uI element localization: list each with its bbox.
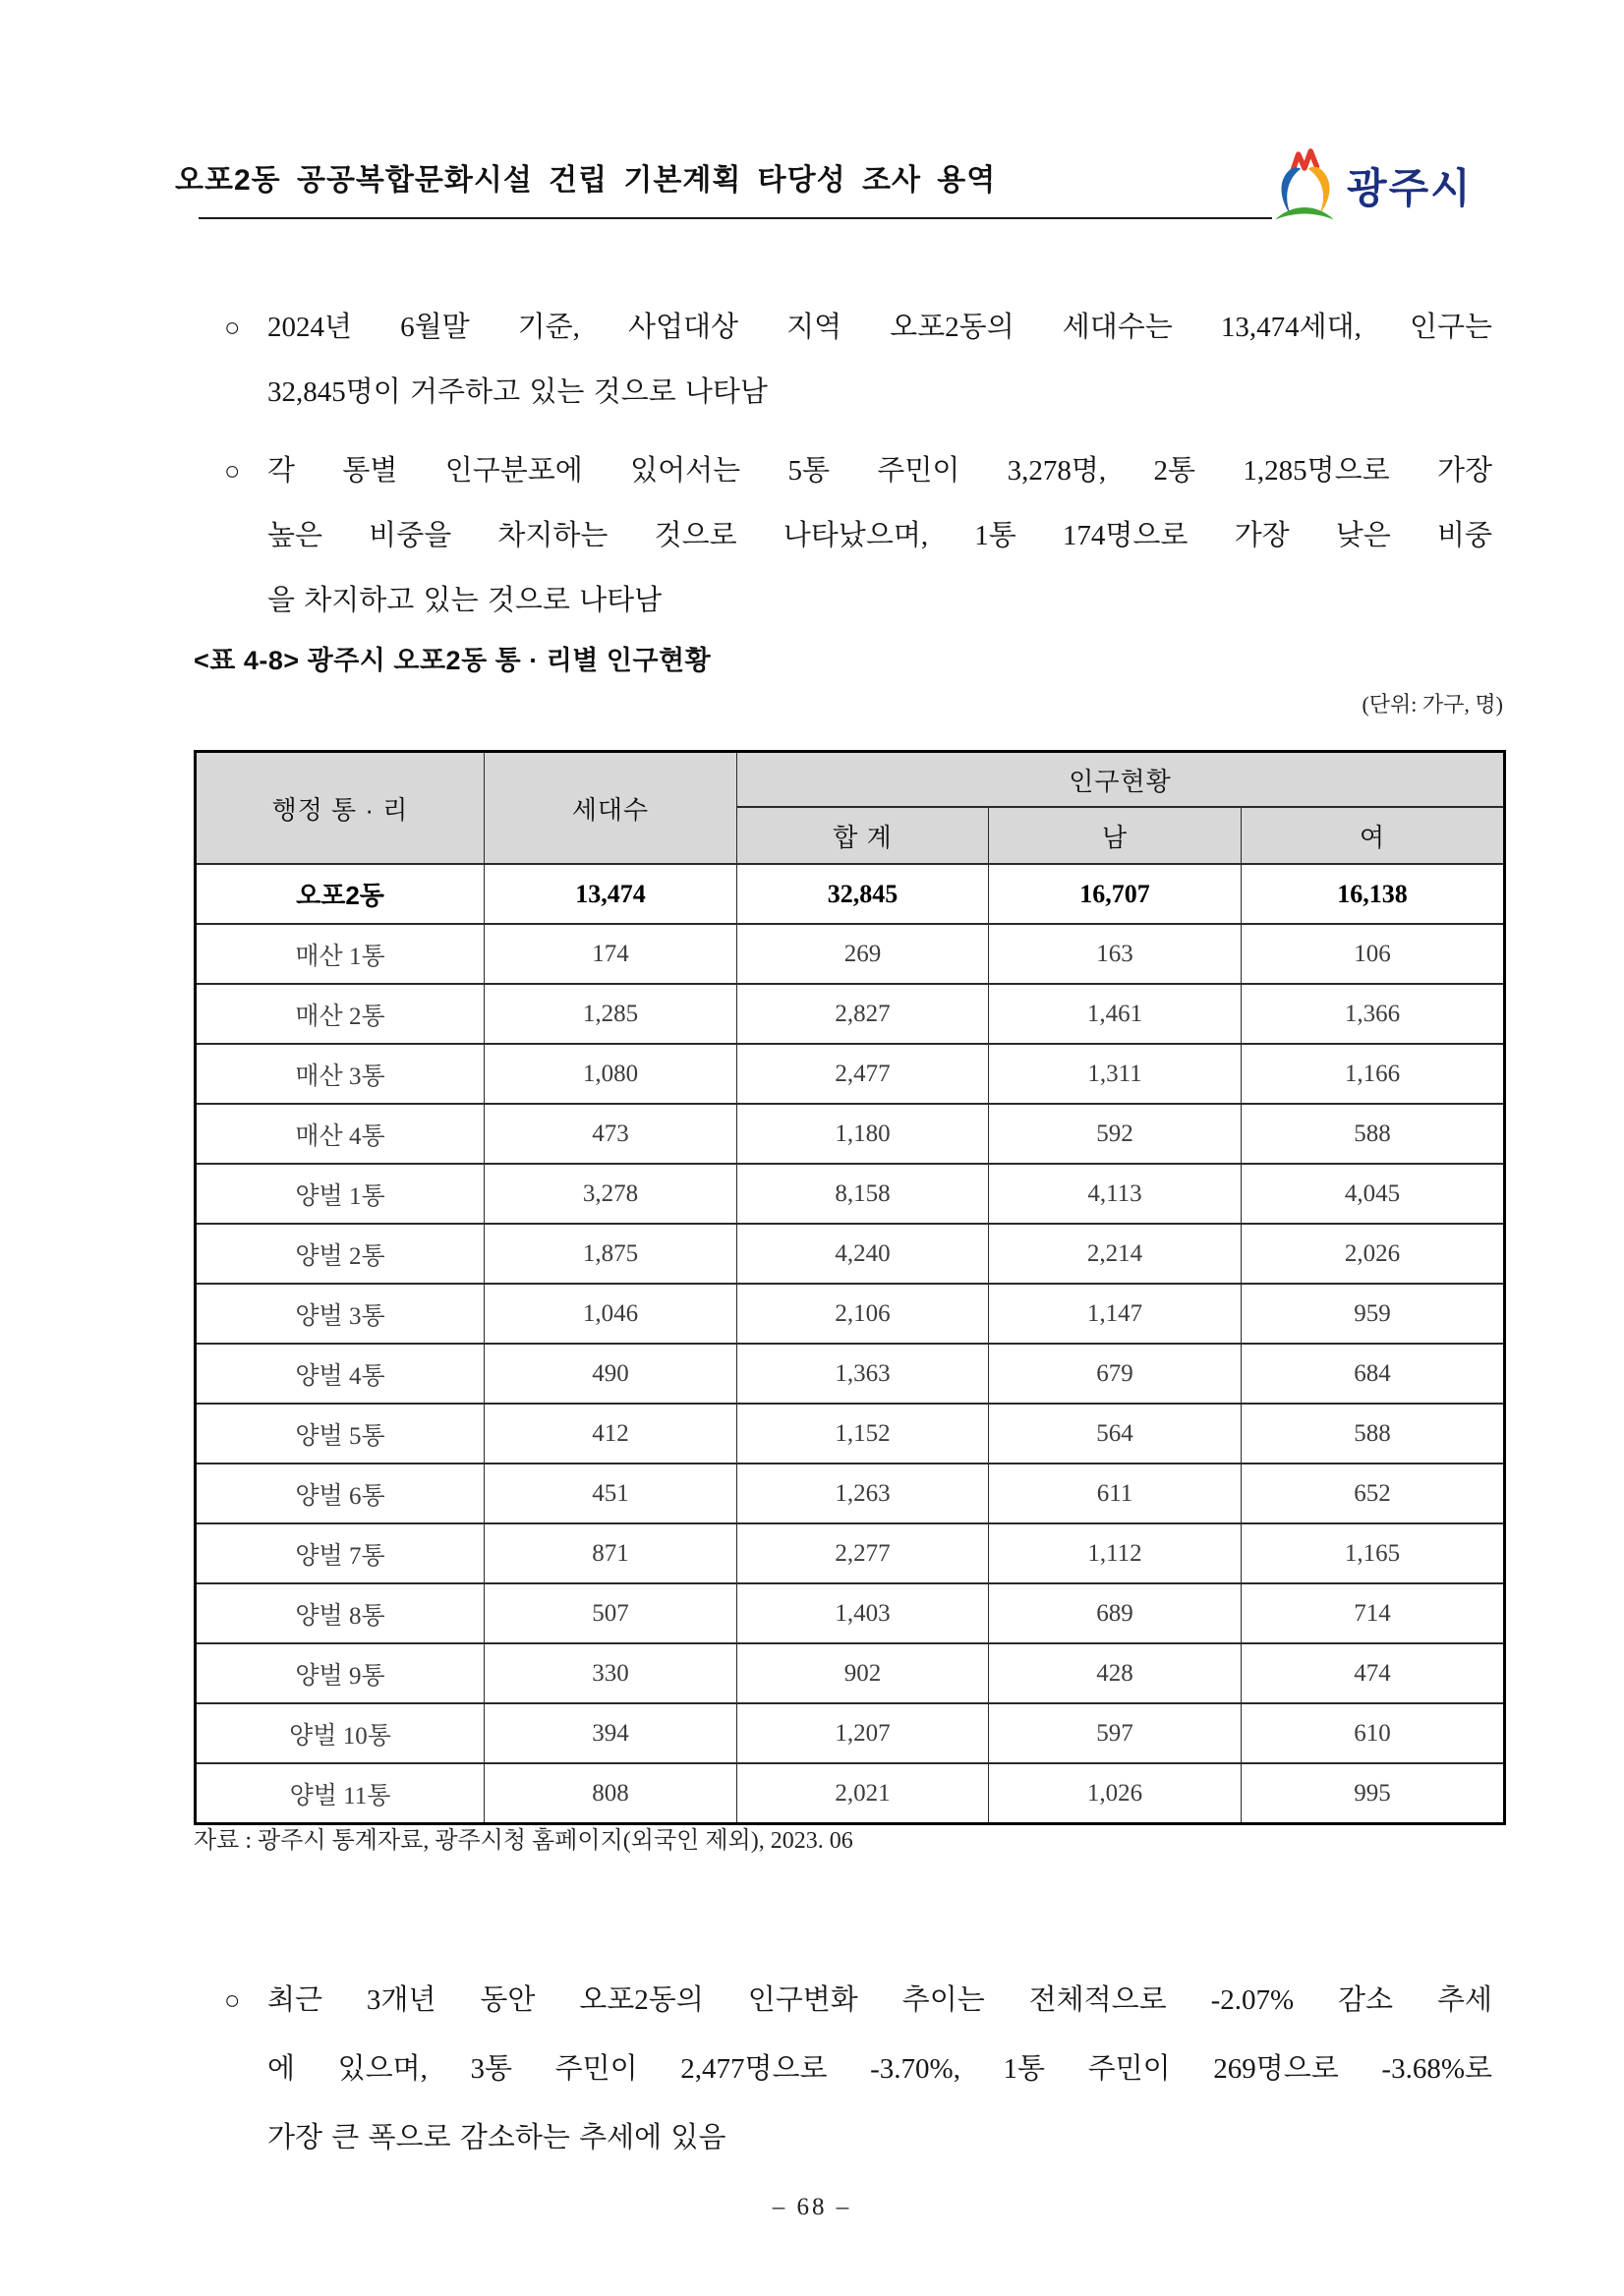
- table-row: [196, 1284, 1505, 1344]
- table-cell-households: 1,080: [485, 1044, 737, 1104]
- col-header-total: 합 계: [737, 807, 989, 864]
- bullet-item: [224, 1966, 1492, 2172]
- table-cell-male: 16,707: [989, 864, 1242, 924]
- header-divider: [199, 217, 1272, 219]
- table-cell-female: 106: [1242, 924, 1505, 984]
- table-cell-male: 1,461: [989, 984, 1242, 1044]
- table-cell-households: 1,046: [485, 1284, 737, 1344]
- table-cell-households: 871: [485, 1523, 737, 1583]
- bullet-line: 에 있으며, 3통 주민이 2,477명으로 -3.70%, 1통 주민이 269명으로 -3.68%로: [267, 2053, 1492, 2085]
- table-row: [196, 984, 1505, 1044]
- table-cell-male: 1,112: [989, 1523, 1242, 1583]
- bullet-line: 각 통별 인구분포에 있어서는 5통 주민이 3,278명, 2통 1,285명으로 가장: [267, 455, 1492, 487]
- page-number: – 68 –: [772, 2194, 852, 2220]
- table-cell-male: 611: [989, 1464, 1242, 1523]
- table-cell-female: 714: [1242, 1583, 1505, 1643]
- bullet-line: 높은 비중을 차지하는 것으로 나타났으며, 1통 174명으로 가장 낮은 비중: [267, 520, 1492, 551]
- table-row: [196, 1583, 1505, 1643]
- table-cell-households: 13,474: [485, 864, 737, 924]
- table-cell-male: 597: [989, 1703, 1242, 1763]
- table-cell-total: 2,827: [737, 984, 989, 1044]
- table-header-row-1: [196, 752, 1505, 808]
- table-cell-households: 808: [485, 1763, 737, 1824]
- bullet-line: 을 차지하고 있는 것으로 나타남: [267, 585, 663, 616]
- bullet-line: 최근 3개년 동안 오포2동의 인구변화 추이는 전체적으로 -2.07% 감소 추세: [267, 1984, 1492, 2016]
- table-cell-total: 902: [737, 1643, 989, 1703]
- col-header-households: 세대수: [485, 752, 737, 865]
- table-cell-admin: 양벌 6통: [196, 1464, 485, 1523]
- table-cell-total: 269: [737, 924, 989, 984]
- table-row: [196, 1703, 1505, 1763]
- table-cell-male: 1,026: [989, 1763, 1242, 1824]
- col-header-female: 여: [1242, 807, 1505, 864]
- table-cell-total: 1,403: [737, 1583, 989, 1643]
- bullet-marker: ○: [224, 456, 241, 486]
- table-cell-total: 2,106: [737, 1284, 989, 1344]
- table-cell-total: 1,363: [737, 1344, 989, 1404]
- table-row: [196, 1643, 1505, 1703]
- table-cell-male: 1,311: [989, 1044, 1242, 1104]
- table-cell-households: 451: [485, 1464, 737, 1523]
- col-header-male: 남: [989, 807, 1242, 864]
- table-cell-female: 610: [1242, 1703, 1505, 1763]
- table-cell-female: 588: [1242, 1104, 1505, 1164]
- table-cell-total: 32,845: [737, 864, 989, 924]
- table-cell-female: 2,026: [1242, 1224, 1505, 1284]
- table-cell-admin: 매산 1통: [196, 924, 485, 984]
- table-cell-households: 1,285: [485, 984, 737, 1044]
- table-row: [196, 1044, 1505, 1104]
- table-cell-admin: 양벌 5통: [196, 1404, 485, 1464]
- table-cell-households: 1,875: [485, 1224, 737, 1284]
- table-cell-admin: 양벌 8통: [196, 1583, 485, 1643]
- gwangju-city-logo: [1266, 144, 1473, 228]
- table-cell-total: 2,477: [737, 1044, 989, 1104]
- table-cell-male: 1,147: [989, 1284, 1242, 1344]
- table-cell-female: 1,366: [1242, 984, 1505, 1044]
- table-cell-admin: 양벌 11통: [196, 1763, 485, 1824]
- table-cell-admin: 양벌 9통: [196, 1643, 485, 1703]
- table-cell-female: 588: [1242, 1404, 1505, 1464]
- table-cell-male: 2,214: [989, 1224, 1242, 1284]
- table-unit-note: (단위: 가구, 명): [1362, 692, 1503, 717]
- table-row: [196, 1164, 1505, 1224]
- table-cell-households: 174: [485, 924, 737, 984]
- table-cell-admin: 매산 2통: [196, 984, 485, 1044]
- table-cell-admin: 양벌 4통: [196, 1344, 485, 1404]
- table-cell-female: 474: [1242, 1643, 1505, 1703]
- table-cell-admin: 양벌 2통: [196, 1224, 485, 1284]
- table-cell-total: 4,240: [737, 1224, 989, 1284]
- table-row: [196, 1104, 1505, 1164]
- table-cell-male: 689: [989, 1583, 1242, 1643]
- table-cell-female: 16,138: [1242, 864, 1505, 924]
- bullet-item: [224, 438, 1492, 633]
- table-row: [196, 864, 1505, 924]
- table-cell-total: 1,152: [737, 1404, 989, 1464]
- table-cell-total: 8,158: [737, 1164, 989, 1224]
- table-cell-households: 490: [485, 1344, 737, 1404]
- table-row: [196, 924, 1505, 984]
- bullet-marker: ○: [224, 1985, 241, 2015]
- table-row: [196, 1224, 1505, 1284]
- summary-bullets-bottom: [224, 1966, 1492, 2186]
- table-cell-admin: 양벌 7통: [196, 1523, 485, 1583]
- table-cell-admin: 양벌 1통: [196, 1164, 485, 1224]
- table-cell-male: 4,113: [989, 1164, 1242, 1224]
- table-cell-admin: 오포2동: [196, 864, 485, 924]
- table-cell-total: 1,263: [737, 1464, 989, 1523]
- table-cell-total: 1,180: [737, 1104, 989, 1164]
- table-cell-households: 3,278: [485, 1164, 737, 1224]
- table-cell-total: 1,207: [737, 1703, 989, 1763]
- table-cell-male: 679: [989, 1344, 1242, 1404]
- table-cell-admin: 양벌 10통: [196, 1703, 485, 1763]
- table-cell-female: 1,165: [1242, 1523, 1505, 1583]
- table-row: [196, 1523, 1505, 1583]
- population-table: [194, 750, 1506, 1825]
- table-cell-households: 473: [485, 1104, 737, 1164]
- table-row: [196, 1464, 1505, 1523]
- table-source-note: 자료 : 광주시 통계자료, 광주시청 홈페이지(외국인 제외), 2023. 06: [194, 1828, 853, 1854]
- table-cell-households: 330: [485, 1643, 737, 1703]
- table-cell-female: 652: [1242, 1464, 1505, 1523]
- table-cell-admin: 매산 4통: [196, 1104, 485, 1164]
- bullet-line: 2024년 6월말 기준, 사업대상 지역 오포2동의 세대수는 13,474세대, 인구는: [267, 312, 1492, 343]
- table-row: [196, 1344, 1505, 1404]
- table-cell-male: 163: [989, 924, 1242, 984]
- city-logo-text: 광주시: [1347, 165, 1473, 211]
- table-caption: <표 4-8> 광주시 오포2동 통 · 리별 인구현황: [194, 646, 712, 675]
- table-row: [196, 1763, 1505, 1824]
- bullet-marker: ○: [224, 313, 241, 342]
- summary-bullets-top: [224, 295, 1492, 647]
- col-header-admin: 행정 통 · 리: [196, 752, 485, 865]
- table-cell-female: 995: [1242, 1763, 1505, 1824]
- table-cell-total: 2,277: [737, 1523, 989, 1583]
- table-cell-female: 4,045: [1242, 1164, 1505, 1224]
- bullet-line: 가장 큰 폭으로 감소하는 추세에 있음: [267, 2122, 726, 2153]
- bullet-item: [224, 295, 1492, 425]
- bullet-line: 32,845명이 거주하고 있는 것으로 나타남: [267, 376, 768, 408]
- table-cell-female: 959: [1242, 1284, 1505, 1344]
- table-cell-female: 684: [1242, 1344, 1505, 1404]
- city-emblem-icon: [1266, 144, 1343, 228]
- table-cell-female: 1,166: [1242, 1044, 1505, 1104]
- document-header-title: 오포2동 공공복합문화시설 건립 기본계획 타당성 조사 용역: [175, 164, 997, 197]
- table-cell-admin: 매산 3통: [196, 1044, 485, 1104]
- table-cell-households: 507: [485, 1583, 737, 1643]
- table-cell-male: 428: [989, 1643, 1242, 1703]
- table-cell-households: 412: [485, 1404, 737, 1464]
- col-header-population: 인구현황: [737, 752, 1505, 808]
- table-cell-households: 394: [485, 1703, 737, 1763]
- table-row: [196, 1404, 1505, 1464]
- table-cell-admin: 양벌 3통: [196, 1284, 485, 1344]
- table-cell-male: 592: [989, 1104, 1242, 1164]
- table-cell-male: 564: [989, 1404, 1242, 1464]
- table-cell-total: 2,021: [737, 1763, 989, 1824]
